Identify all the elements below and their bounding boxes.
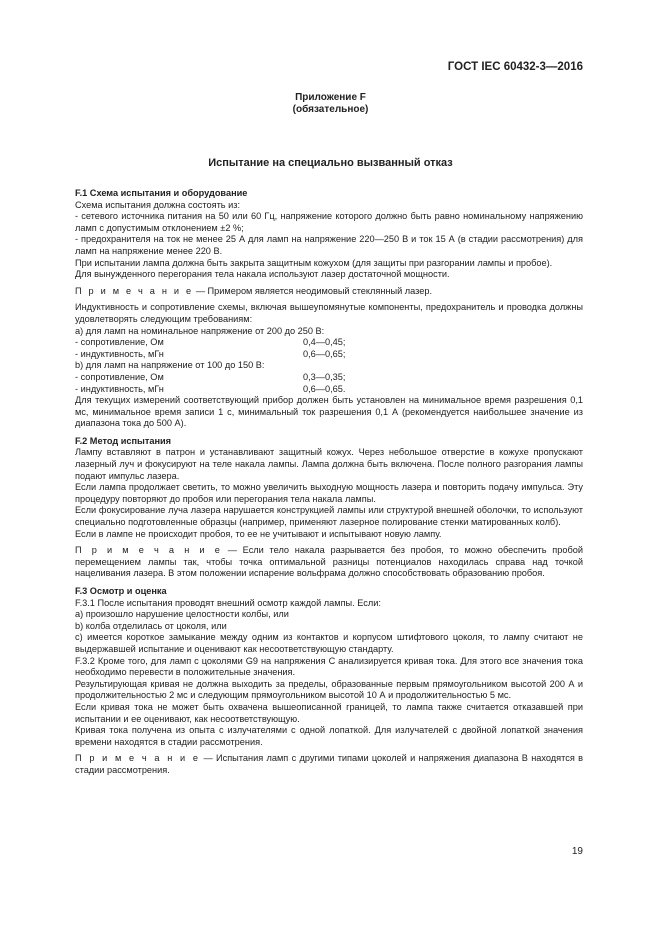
document-body	[75, 188, 583, 777]
note-label: П р и м е ч а н и е	[75, 545, 222, 556]
paragraph: F.3.2 Кроме того, для ламп с цоколями G9 на напряжения С анализируется кривая тока. Для этого все значения тока необходимо перевести в положительные значения.	[75, 655, 583, 678]
param-label: - сопротивление, Ом	[75, 337, 164, 348]
note-text: — Примером является неодимовый стеклянный лазер.	[193, 285, 433, 296]
annex-title: Приложение F	[295, 92, 366, 103]
paragraph: Если кривая тока не может быть охвачена вышеописанной границей, то лампа также считается отказавшей при испытании и ее оценивают, как несоответствующую.	[75, 701, 583, 724]
note	[75, 286, 583, 298]
paragraph: Для вынужденного перегорания тела накала используют лазер достаточной мощности.	[75, 269, 450, 280]
section-heading: F.3 Осмотр и оценка	[75, 586, 167, 596]
param-row	[75, 349, 583, 361]
paragraph: Если в лампе не происходит пробоя, то ее не учитывают и испытывают новую лампу.	[75, 528, 442, 539]
param-label: - сопротивление, Ом	[75, 371, 164, 382]
paragraph: - предохранителя на ток не менее 25 А для ламп на напряжение 220—250 В и ток 15 А (в стадии рассмотрения) для ламп на напряжение менее 220 В.	[75, 234, 583, 256]
paragraph: c) имеется короткое замыкание между одним из контактов и корпусом штифтового цоколя, то лампу считают не выдержавшей испытание и оценивают как несоответствующую стандарту.	[75, 632, 583, 654]
section-heading: F.1 Схема испытания и оборудование	[75, 188, 248, 198]
note-label: П р и м е ч а н и е	[75, 285, 194, 296]
note-label: П р и м е ч а н и е	[75, 753, 201, 764]
param-label: - индуктивность, мГн	[75, 348, 164, 359]
note	[75, 545, 583, 580]
list-head: b) для ламп на напряжение от 100 до 150 В:	[75, 360, 265, 371]
note	[75, 753, 583, 776]
paragraph: Индуктивность и сопротивление схемы, включая вышеупомянутые компоненты, предохранитель и проводка должны удовлетворять следующим требованиям:	[75, 302, 583, 324]
param-row	[75, 384, 583, 396]
paragraph: F.3.1 После испытания проводят внешний осмотр каждой лампы. Если:	[75, 597, 381, 608]
paragraph: При испытании лампа должна быть закрыта защитным кожухом (для защиты при разгорании лампы и пробое).	[75, 257, 553, 268]
paragraph: Если фокусирование луча лазера нарушается конструкцией лампы или структурой внешней оболочки, то используют специально подготовленные образцы (например, применяют лазерное полирование стенки матированных колб).	[75, 505, 583, 528]
list-head: a) для ламп на номинальное напряжение от 200 до 250 В:	[75, 325, 325, 336]
param-value: 0,3—0,35;	[303, 371, 346, 382]
param-label: - индуктивность, мГн	[75, 383, 164, 394]
note-text: — Испытания ламп с другими типами цоколей и напряжения диапазона В находятся в стадии рассмотрения.	[75, 753, 584, 775]
note-text: — Если тело накала разрывается без пробоя, то можно обеспечить пробой перемещением лампы так, чтобы точка оптимальной разницы потенциалов находилась справа над точкой нацеливания лазера. В этом положении испарение вольфрама должно способствовать образованию пробоя.	[75, 545, 583, 579]
param-value: 0,6—0,65;	[303, 348, 346, 359]
paragraph: b) колба отделилась от цоколя, или	[75, 620, 227, 631]
paragraph: Если лампа продолжает светить, то можно увеличить выходную мощность лазера и повторить подачу импульса. Эту процедуру повторяют до пробоя или перегорания тела накала лампы.	[75, 482, 583, 504]
paragraph: a) произошло нарушение целостности колбы, или	[75, 609, 289, 620]
paragraph: - сетевого источника питания на 50 или 60 Гц, напряжение которого должно быть равно номинальному напряжению ламп с допустимым отклонением ±2 %;	[75, 211, 583, 233]
paragraph: Кривая тока получена из опыта с излучателями с одной лопаткой. Для излучателей с двойной лопаткой значения времени находятся в стадии рассмотрения.	[75, 725, 583, 747]
param-row	[75, 372, 583, 384]
param-value: 0,6—0,65.	[303, 383, 346, 394]
page-number: 19	[571, 846, 583, 857]
standard-header: ГОСТ IEC 60432-3—2016	[447, 61, 583, 73]
section-heading: F.2 Метод испытания	[75, 435, 172, 446]
paragraph: Схема испытания должна состоять из:	[75, 199, 241, 210]
param-value: 0,4—0,45;	[303, 337, 346, 348]
paragraph: Лампу вставляют в патрон и устанавливают защитный кожух. Через небольшое отверстие в кожухе пропускают лазерный луч и фокусируют на теле накала лампы. Лампа должна быть включена. После полного разгорания лампы подают импульс лазера.	[75, 447, 583, 481]
paragraph: Результирующая кривая не должна выходить за пределы, образованные первым прямоугольником высотой 200 А и продолжительностью 2 мс и следующим прямоугольником высотой 10 А и продолжительностью 5 мс.	[75, 678, 583, 701]
paragraph: Для текущих измерений соответствующий прибор должен быть установлен на минимальное время разрешения 0,1 мс, минимальное время записи 1 с, минимальный ток разрешения 0,1 А (рекомендуется наибольшее значение из диапазона тока до 500 А).	[75, 395, 583, 429]
main-title: Испытание на специально вызванный отказ	[208, 157, 453, 169]
annex-status: (обязательное)	[292, 104, 369, 115]
param-row	[75, 337, 583, 349]
